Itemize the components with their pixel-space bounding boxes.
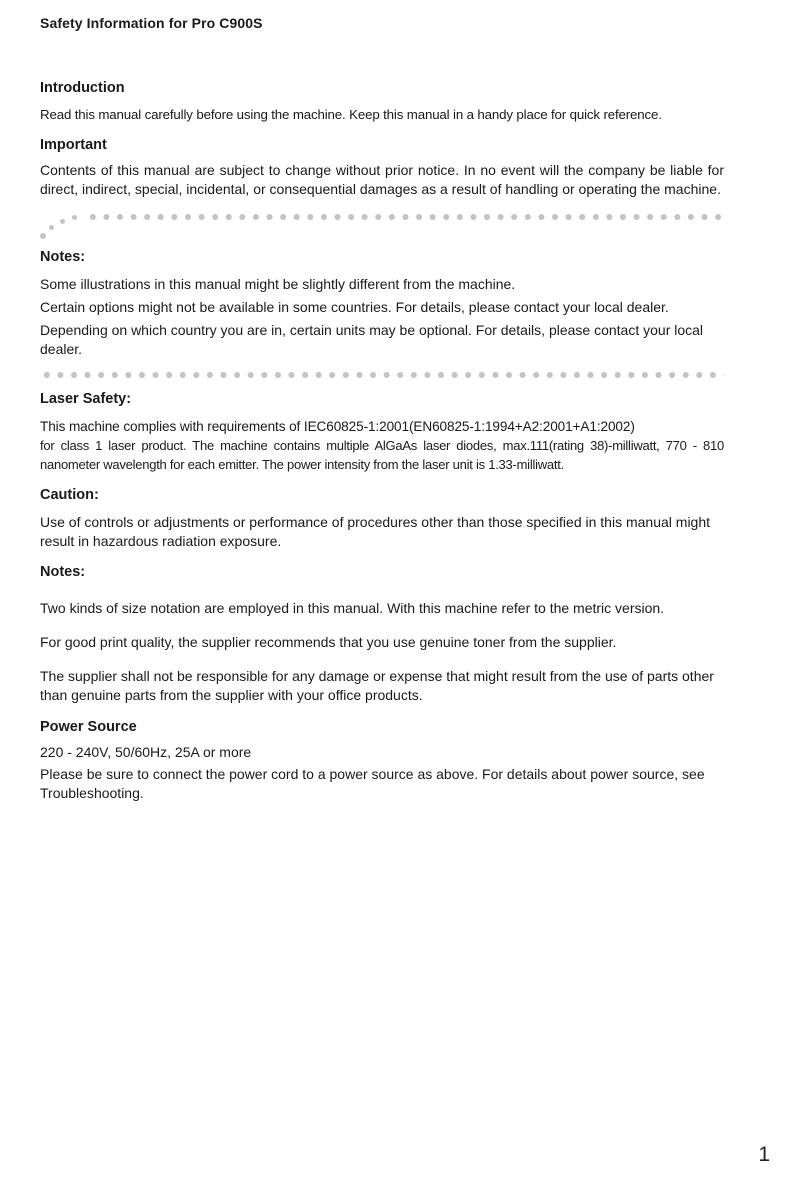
notes-item-3: Depending on which country you are in, certain units may be optional. For details, please contact your local dealer. [40,322,704,357]
page-number: 1 [758,1143,770,1166]
introduction-heading: Introduction [40,80,125,96]
notes-heading-2: Notes: [40,564,86,580]
laser-safety-heading: Laser Safety: [40,391,132,407]
power-source-text: Please be sure to connect the power cord to a power source as above. For details about power source, see Troubleshooting. [40,766,705,801]
power-source-rating: 220 - 240V, 50/60Hz, 25A or more [40,744,252,760]
dotted-separator-top [40,211,724,247]
power-source-heading: Power Source [40,719,137,735]
notes-2-item-2: For good print quality, the supplier recommends that you use genuine toner from the supplier. [40,634,617,650]
laser-safety-line-1: This machine complies with requirements of IEC60825-1:2001(EN60825-1:1994+A2:2001+A1:2002) [40,419,635,434]
notes-2-item-3: The supplier shall not be responsible for any damage or expense that might result from the use of parts other than genuine parts from the supplier with your office products. [40,668,714,703]
caution-text: Use of controls or adjustments or performance of procedures other than those specified in this manual might result in hazardous radiation exposure. [40,514,711,549]
laser-safety-text: for class 1 laser product. The machine contains multiple AlGaAs laser diodes, max.111(rating 38)-milliwatt, 770 - 810 nanometer wavelength for each emitter. The power intensity from the laser unit is 1.33-milliwatt. [40,438,724,472]
caution-heading: Caution: [40,487,99,503]
introduction-text: Read this manual carefully before using the machine. Keep this manual in a handy place for quick reference. [40,107,662,122]
notes-item-2: Certain options might not be available in some countries. For details, please contact your local dealer. [40,299,669,315]
notes-2-item-1: Two kinds of size notation are employed in this manual. With this machine refer to the metric version. [40,600,665,616]
page-content [40,78,724,803]
notes-heading: Notes: [40,249,86,265]
important-text: Contents of this manual are subject to change without prior notice. In no event will the company be liable for direct, indirect, special, incidental, or consequential damages as a result of handling or operating the machine. [40,162,724,197]
dotted-separator-bottom [40,369,724,389]
notes-item-1: Some illustrations in this manual might be slightly different from the machine. [40,276,516,292]
important-heading: Important [40,137,107,153]
document-title: Safety Information for Pro C900S [40,15,263,31]
